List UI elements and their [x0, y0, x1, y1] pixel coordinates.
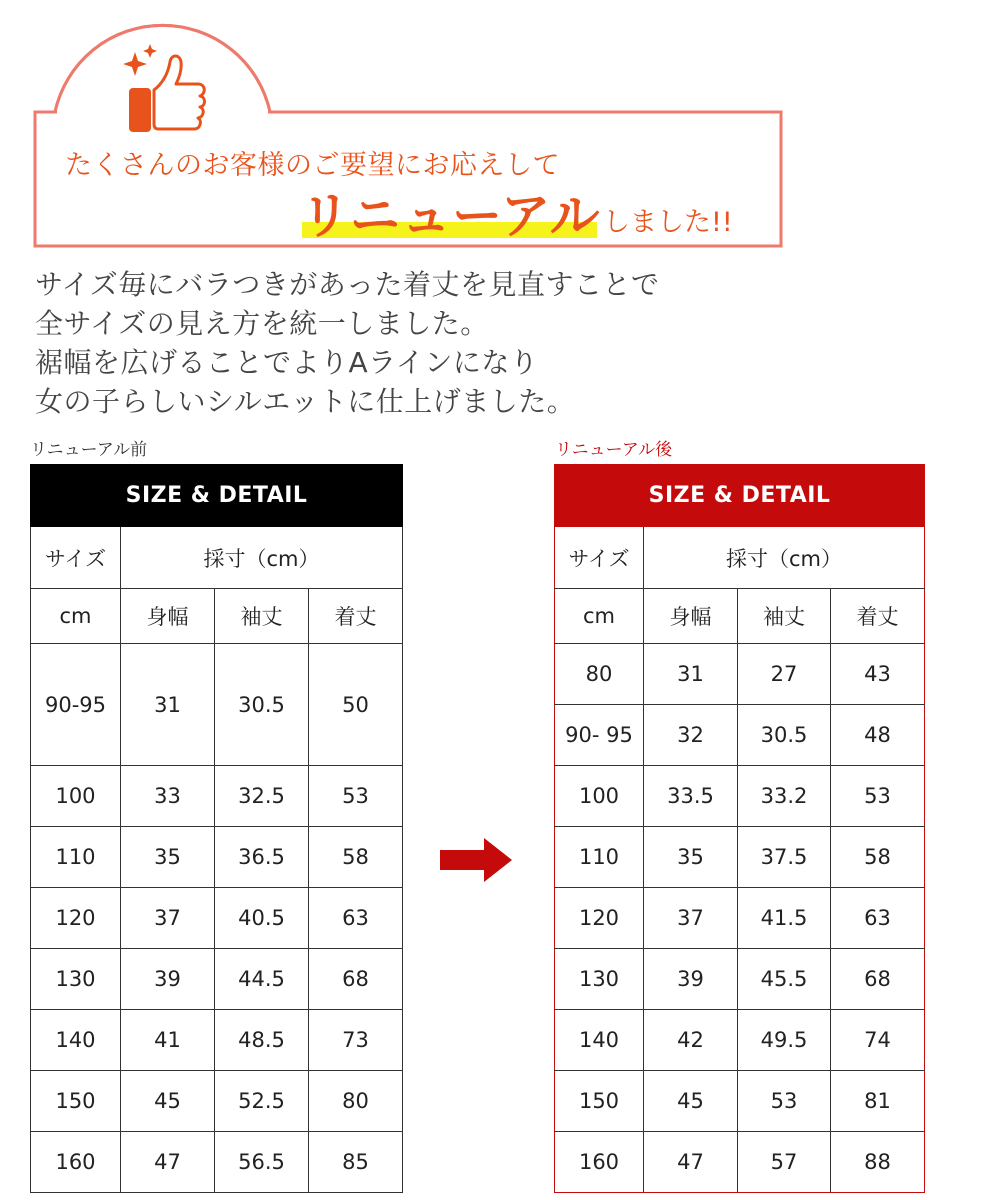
- thumbs-up-icon: [118, 44, 218, 139]
- column-header: 身幅: [121, 589, 215, 644]
- renewal-banner: [0, 0, 1000, 260]
- table-cell: 33.2: [738, 766, 831, 827]
- table-row: [31, 949, 403, 1010]
- table-cell: 35: [121, 827, 215, 888]
- table-cell: 56.5: [215, 1132, 309, 1193]
- table-row: [31, 766, 403, 827]
- table-row: [31, 1132, 403, 1193]
- size-header: サイズ: [555, 527, 644, 589]
- table-cell: 50: [309, 644, 403, 766]
- table-cell: 39: [644, 949, 738, 1010]
- table-cell: 150: [555, 1071, 644, 1132]
- table-row: [555, 1132, 925, 1193]
- table-title: SIZE & DETAIL: [555, 465, 925, 527]
- table-row: [31, 827, 403, 888]
- size-table-before: [30, 464, 403, 1193]
- description-line: 裾幅を広げることでよりAラインになり: [35, 346, 539, 379]
- table-cell: 31: [121, 644, 215, 766]
- table-row: [555, 766, 925, 827]
- table-row: [31, 1071, 403, 1132]
- table-cell: 37.5: [738, 827, 831, 888]
- table-cell: 49.5: [738, 1010, 831, 1071]
- table-cell: 130: [555, 949, 644, 1010]
- table-cell: 37: [644, 888, 738, 949]
- table-cell: 40.5: [215, 888, 309, 949]
- table-cell: 47: [121, 1132, 215, 1193]
- table-cell: 33.5: [644, 766, 738, 827]
- measure-header: 採寸（cm）: [644, 527, 925, 589]
- table-cell: 41: [121, 1010, 215, 1071]
- before-caption: リニューアル前: [30, 440, 148, 460]
- table-cell: 90-95: [31, 644, 121, 766]
- description-line: 全サイズの見え方を統一しました。: [35, 307, 489, 340]
- table-row: [555, 827, 925, 888]
- table-cell: 48.5: [215, 1010, 309, 1071]
- table-cell: 74: [831, 1010, 925, 1071]
- table-cell: 43: [831, 644, 925, 705]
- table-cell: 160: [31, 1132, 121, 1193]
- table-row: [555, 888, 925, 949]
- table-row: [555, 949, 925, 1010]
- table-cell: 44.5: [215, 949, 309, 1010]
- column-header: cm: [555, 589, 644, 644]
- table-cell: 90- 95: [555, 705, 644, 766]
- table-cell: 31: [644, 644, 738, 705]
- table-cell: 30.5: [738, 705, 831, 766]
- table-cell: 27: [738, 644, 831, 705]
- table-cell: 45: [644, 1071, 738, 1132]
- size-header: サイズ: [31, 527, 121, 589]
- table-cell: 53: [309, 766, 403, 827]
- table-row: [31, 644, 403, 766]
- table-cell: 41.5: [738, 888, 831, 949]
- banner-suffix: しました!!: [603, 207, 733, 238]
- table-row: [555, 644, 925, 705]
- table-row: [555, 1010, 925, 1071]
- description-line: 女の子らしいシルエットに仕上げました。: [35, 385, 576, 418]
- table-cell: 39: [121, 949, 215, 1010]
- table-cell: 88: [831, 1132, 925, 1193]
- table-row: [31, 1010, 403, 1071]
- table-cell: 120: [555, 888, 644, 949]
- table-cell: 80: [309, 1071, 403, 1132]
- table-cell: 58: [831, 827, 925, 888]
- table-row: [31, 888, 403, 949]
- table-cell: 53: [738, 1071, 831, 1132]
- table-cell: 150: [31, 1071, 121, 1132]
- column-header: 着丈: [309, 589, 403, 644]
- table-cell: 53: [831, 766, 925, 827]
- table-cell: 85: [309, 1132, 403, 1193]
- column-header: 袖丈: [215, 589, 309, 644]
- table-cell: 68: [309, 949, 403, 1010]
- table-cell: 45: [121, 1071, 215, 1132]
- table-cell: 42: [644, 1010, 738, 1071]
- table-cell: 33: [121, 766, 215, 827]
- column-header: 身幅: [644, 589, 738, 644]
- table-cell: 100: [555, 766, 644, 827]
- table-cell: 45.5: [738, 949, 831, 1010]
- description-line: サイズ毎にバラつきがあった着丈を見直すことで: [35, 268, 660, 301]
- column-header: 袖丈: [738, 589, 831, 644]
- table-cell: 47: [644, 1132, 738, 1193]
- table-cell: 30.5: [215, 644, 309, 766]
- table-cell: 32: [644, 705, 738, 766]
- renewal-description: [35, 265, 975, 421]
- table-cell: 140: [555, 1010, 644, 1071]
- table-cell: 37: [121, 888, 215, 949]
- banner-headline: リニューアル: [300, 187, 601, 245]
- table-title: SIZE & DETAIL: [31, 465, 403, 527]
- table-cell: 140: [31, 1010, 121, 1071]
- table-cell: 32.5: [215, 766, 309, 827]
- arrow-right-icon: [440, 838, 514, 882]
- table-cell: 120: [31, 888, 121, 949]
- column-header: cm: [31, 589, 121, 644]
- table-cell: 48: [831, 705, 925, 766]
- table-cell: 63: [309, 888, 403, 949]
- table-cell: 110: [555, 827, 644, 888]
- table-cell: 52.5: [215, 1071, 309, 1132]
- table-cell: 58: [309, 827, 403, 888]
- table-cell: 63: [831, 888, 925, 949]
- table-cell: 110: [31, 827, 121, 888]
- table-row: [555, 1071, 925, 1132]
- table-cell: 80: [555, 644, 644, 705]
- size-table-after: [554, 464, 925, 1193]
- table-cell: 73: [309, 1010, 403, 1071]
- banner-intro-text: たくさんのお客様のご要望にお応えして: [65, 150, 560, 181]
- table-cell: 68: [831, 949, 925, 1010]
- column-header: 着丈: [831, 589, 925, 644]
- table-cell: 81: [831, 1071, 925, 1132]
- after-caption: リニューアル後: [555, 440, 673, 460]
- table-cell: 130: [31, 949, 121, 1010]
- table-cell: 57: [738, 1132, 831, 1193]
- table-cell: 35: [644, 827, 738, 888]
- table-cell: 160: [555, 1132, 644, 1193]
- table-cell: 36.5: [215, 827, 309, 888]
- table-cell: 100: [31, 766, 121, 827]
- measure-header: 採寸（cm）: [121, 527, 403, 589]
- table-row: [555, 705, 925, 766]
